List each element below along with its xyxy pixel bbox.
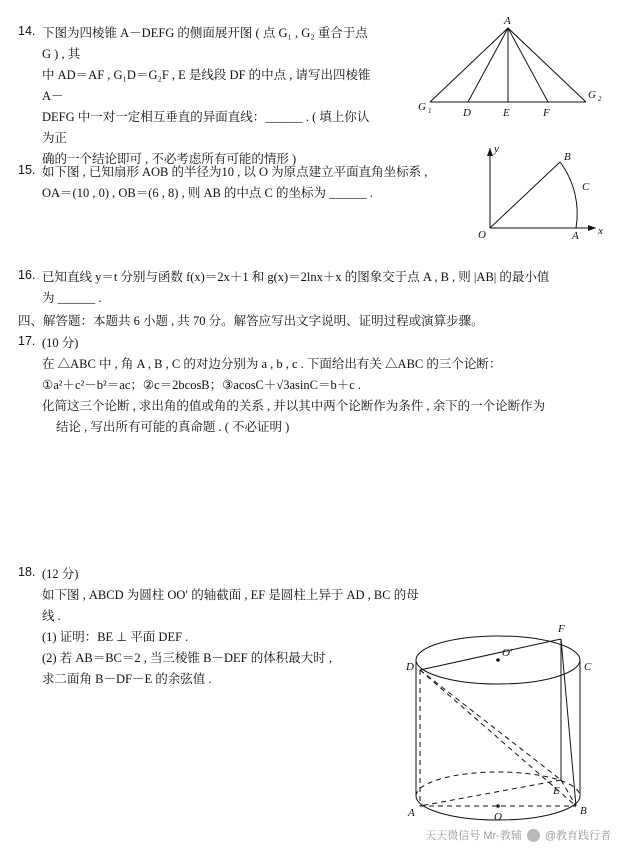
- question-15-figure: [468, 140, 608, 240]
- question-17-line-3: 化简这三个论断 , 求出角的值或角的关系 , 并以其中两个论断作为条件 , 余下的一个论断作为: [42, 399, 546, 413]
- svg-text:E: E: [553, 785, 560, 797]
- svg-text:y: y: [494, 143, 499, 155]
- question-15-line-1: 如下图 , 已知扇形 AOB 的半径为10 , 以 O 为原点建立平面直角坐标系 ,: [42, 165, 428, 179]
- svg-text:G: G: [418, 101, 426, 113]
- svg-text:x: x: [598, 225, 603, 237]
- svg-text:2: 2: [598, 95, 602, 103]
- watermark: [425, 827, 611, 843]
- question-17-line-2: ①a²＋c²－b²＝ac；②c＝2bcosB；③acosC＋√3asinC＝b＋c .: [42, 378, 362, 392]
- svg-text:A: A: [504, 15, 511, 27]
- question-17-line-1: 在 △ABC 中 , 角 A , B , C 的对边分别为 a , b , c . 下面给出有关 △ABC 的三个论断：: [42, 357, 502, 371]
- svg-text:1: 1: [428, 107, 432, 115]
- question-16-number: 16.: [18, 268, 36, 282]
- svg-text:C: C: [582, 181, 590, 193]
- question-14-line-2: 中 AD＝AF , G₁D＝G₂F , E 是线段 DF 的中点 , 请写出四棱锥 A－: [42, 68, 371, 103]
- question-14-number: 14.: [18, 24, 36, 38]
- question-15-text: [42, 162, 462, 204]
- question-16-text: [42, 267, 602, 309]
- question-15-number: 15.: [18, 163, 36, 177]
- question-17-number: 17.: [18, 334, 36, 348]
- svg-text:O: O: [478, 229, 486, 240]
- question-18-line-4: 求二面角 B－DF－E 的余弦值 .: [42, 672, 212, 686]
- question-18-score: (12 分): [42, 567, 79, 581]
- watermark-text: 天天微信号 Mr-教辅: [425, 830, 522, 842]
- question-16-line-1: 已知直线 y＝t 分别与函数 f(x)＝2x＋1 和 g(x)＝2lnx＋x 的图象交于点 A , B , 则 |AB| 的最小值: [42, 270, 550, 284]
- svg-text:D: D: [406, 661, 414, 673]
- question-14-line-4: 确的一个结论即可 , 不必考虑所有可能的情形 ): [42, 152, 297, 166]
- svg-text:O′: O′: [502, 647, 513, 659]
- svg-text:F: F: [558, 623, 565, 635]
- question-17-score: (10 分): [42, 336, 79, 350]
- question-18-number: 18.: [18, 565, 36, 579]
- question-18-figure: [398, 608, 608, 838]
- question-14-figure: [408, 14, 608, 134]
- question-14-line-3: DEFG 中一对一定相互垂直的异面直线：______ . ( 填上你认为正: [42, 110, 370, 145]
- question-18-text: [42, 585, 422, 690]
- question-18-line-2: (1) 证明：BE ⊥ 平面 DEF .: [42, 630, 189, 644]
- svg-text:A: A: [408, 807, 415, 819]
- svg-text:F: F: [543, 107, 550, 119]
- question-18-line-1: 如下图 , ABCD 为圆柱 OO′ 的轴截面 , EF 是圆柱上异于 AD , BC 的母线 .: [42, 588, 419, 623]
- svg-text:G: G: [588, 89, 596, 101]
- watermark-label: @教育践行者: [544, 830, 611, 842]
- question-17-text: [42, 354, 602, 438]
- question-18-line-3: (2) 若 AB＝BC＝2 , 当三棱锥 B－DEF 的体积最大时 ,: [42, 651, 332, 665]
- svg-text:O: O: [494, 811, 502, 823]
- section-heading: 四、解答题：本题共 6 小题 , 共 70 分。解答应写出文字说明、证明过程或演算步骤。: [18, 314, 484, 328]
- question-14-line-1: 下图为四棱锥 A－DEFG 的侧面展开图 ( 点 G₁ , G₂ 重合于点 G ) , 其: [42, 26, 368, 61]
- question-16-line-2: 为 ______ .: [42, 291, 102, 305]
- watermark-logo-icon: [527, 829, 540, 842]
- question-17-line-4: 结论 , 写出所有可能的真命题 . ( 不必证明 ): [56, 420, 290, 434]
- svg-text:A: A: [572, 230, 579, 240]
- svg-text:B: B: [580, 805, 587, 817]
- question-14-text: [42, 23, 372, 170]
- svg-text:C: C: [584, 661, 592, 673]
- svg-text:B: B: [564, 151, 571, 163]
- svg-text:E: E: [503, 107, 510, 119]
- question-15-line-2: OA＝(10 , 0) , OB＝(6 , 8) , 则 AB 的中点 C 的坐标为 ______ .: [42, 186, 373, 200]
- svg-text:D: D: [463, 107, 471, 119]
